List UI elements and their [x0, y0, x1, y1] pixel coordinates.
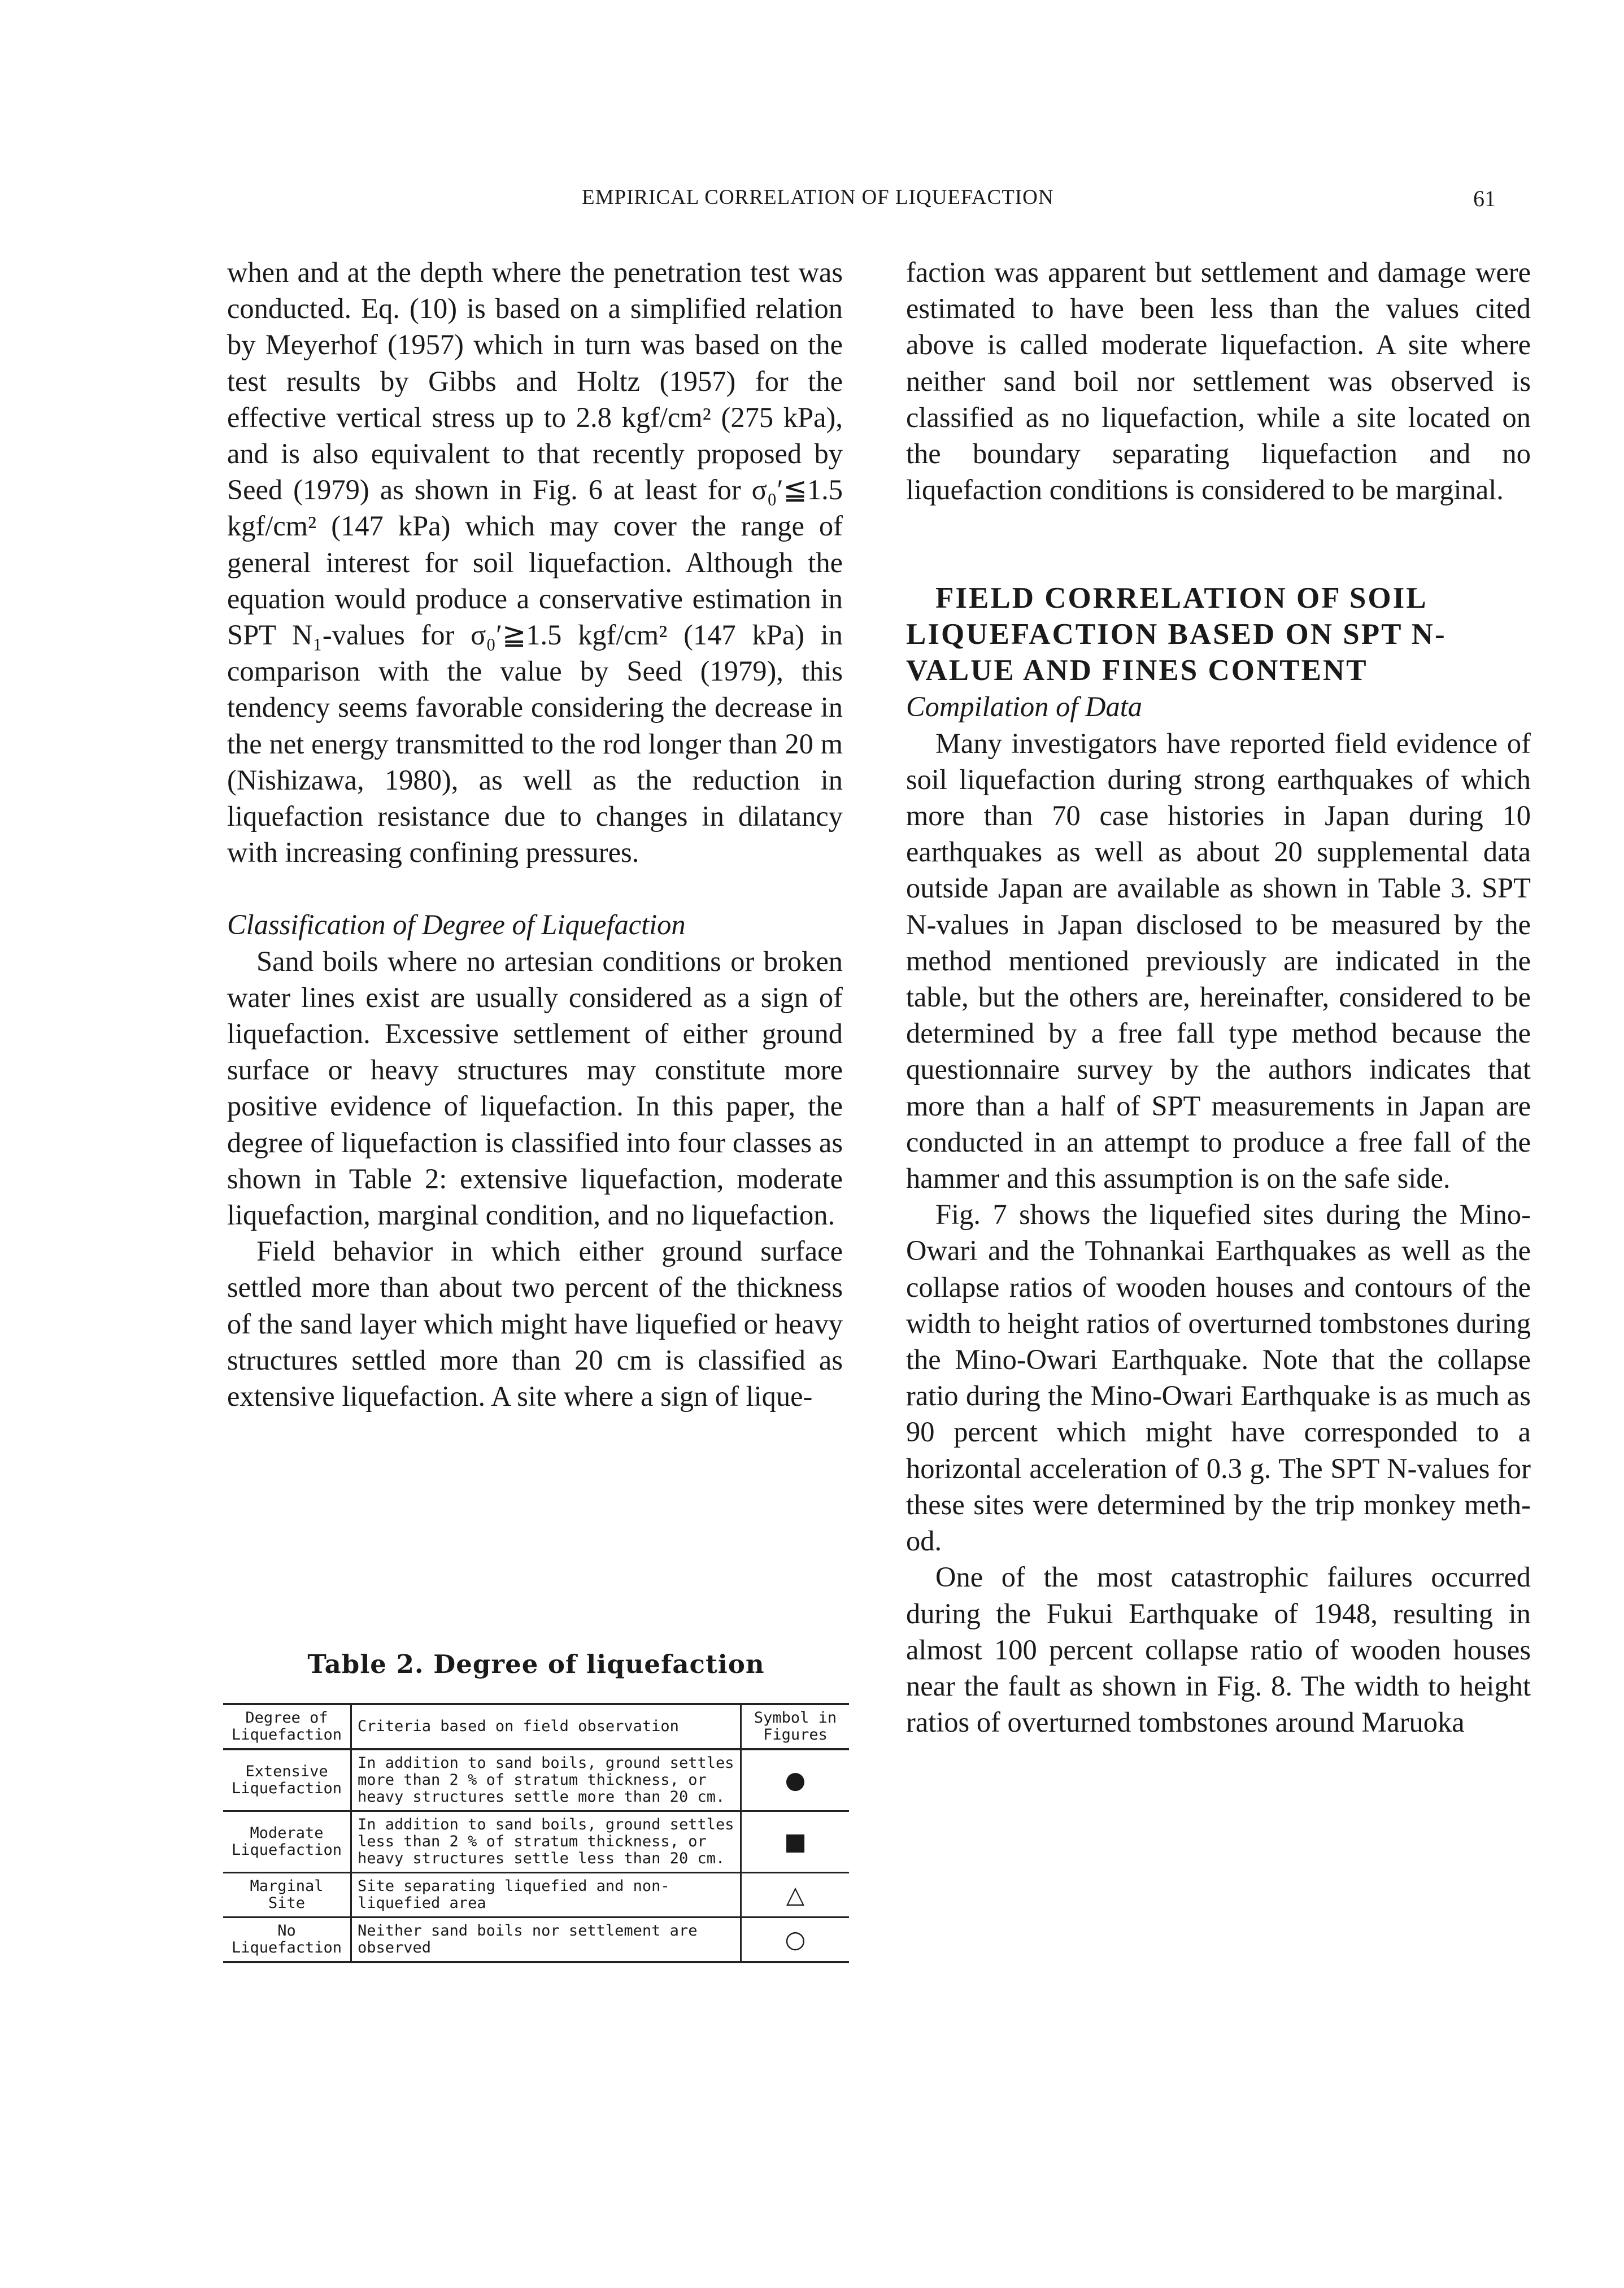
- table-row: [223, 1873, 849, 1917]
- table-row: [223, 1917, 849, 1963]
- degree-cell: Extensive Liquefaction: [223, 1749, 351, 1811]
- right-paragraph-4: One of the most catastrophic failures occurred during the Fukui Earthquake of 1948, resulting in almost 100 percent collapse ratio of wooden houses near the fault as shown in Fig. 8. The width to height ratios of overturned tombstones around Maruoka: [906, 1561, 1531, 1738]
- table-row: [223, 1749, 849, 1811]
- filled-square-icon: ■: [741, 1811, 850, 1873]
- criteria-cell: Neither sand boils nor settlement are observed: [351, 1917, 741, 1963]
- subsection-heading-compilation: Compilation of Data: [906, 691, 1143, 723]
- degree-table: [223, 1703, 849, 1963]
- running-head: EMPIRICAL CORRELATION OF LIQUEFACTION: [582, 186, 1054, 209]
- degree-cell: Moderate Liquefaction: [223, 1811, 351, 1873]
- left-column: [227, 254, 843, 1414]
- page-header: [0, 185, 1624, 219]
- degree-cell: No Liquefaction: [223, 1917, 351, 1963]
- table-header-row: [223, 1704, 849, 1749]
- degree-cell: Marginal Site: [223, 1873, 351, 1917]
- header-symbol: Symbol in Figures: [741, 1704, 850, 1749]
- open-triangle-icon: △: [741, 1873, 850, 1917]
- left-paragraph-3: Field behavior in which either ground surface settled more than about two percent of the thickness of the sand layer which might have liquefied or heavy structures settled more than 20 cm is classified as extensive liquefaction. A site where a sign of lique-: [227, 1235, 843, 1413]
- right-paragraph-2: Many investigators have reported field evidence of soil liquefaction during strong earthquakes of which more than 70 case histories in Japan during 10 earthquakes as well as about 20 supplemental data outside Japan are available as shown in Table 3. SPT N-values in Japan disclosed to be measured by the method mentioned previously are indicated in the table, but the others are, hereinafter, considered to be determined by a free fall type method because the questionnaire survey by the authors indicates that more than a half of SPT measurements in Japan are conducted in an attempt to produce a free fall of the hammer and this assumption is on the safe side.: [906, 727, 1531, 1195]
- criteria-cell: In addition to sand boils, ground settles more than 2 % of stratum thickness, or heavy structures settle more than 20 cm.: [351, 1749, 741, 1811]
- header-criteria: Criteria based on field observation: [351, 1704, 741, 1749]
- criteria-cell: Site separating liquefied and non-liquefied area: [351, 1873, 741, 1917]
- filled-circle-icon: ●: [741, 1749, 850, 1811]
- section-heading-field-correlation: FIELD CORRELATION OF SOIL LIQUEFACTION BASED ON SPT N-VALUE AND FINES CONTENT: [906, 582, 1447, 687]
- right-column: [906, 254, 1531, 1740]
- page-number: 61: [1473, 186, 1496, 211]
- table-caption: Table 2. Degree of liquefaction: [307, 1649, 765, 1679]
- header-degree: Degree of Liquefaction: [223, 1704, 351, 1749]
- open-circle-icon: ○: [741, 1917, 850, 1963]
- criteria-cell: In addition to sand boils, ground settles less than 2 % of stratum thickness, or heavy structures settle less than 20 cm.: [351, 1811, 741, 1873]
- table-2: [223, 1649, 849, 1963]
- left-paragraph-1: when and at the depth where the penetration test was conducted. Eq. (10) is based on a simplified relation by Meyerhof (1957) which in turn was based on the test results by Gibbs and Holtz (1957) for the effective vertical stress up to 2.8 kgf/cm² (275 kPa), and is also equivalent to that recently proposed by Seed (1979) as shown in Fig. 6 at least for σ₀′≦1.5 kgf/cm² (147 kPa) which may cover the range of general interest for soil liquefaction. Although the equation would produce a conservative estimation in SPT N₁-values for σ₀′≧1.5 kgf/cm² (147 kPa) in comparison with the value by Seed (1979), this tendency seems favorable considering the decrease in the net energy transmitted to the rod longer than 20 m (Nishizawa, 1980), as well as the reduction in liquefaction resistance due to changes in dilatancy with increasing confining pressures.: [227, 256, 843, 869]
- table-row: [223, 1811, 849, 1873]
- subsection-heading-classification: Classification of Degree of Liquefaction: [227, 909, 686, 941]
- right-paragraph-3: Fig. 7 shows the liquefied sites during the Mino-Owari and the Tohnankai Earthquakes as well as the collapse ratios of wooden houses and contours of the width to height ratios of overturned tombstones during the Mino-Owari Earthquake. Note that the collapse ratio during the Mino-Owari Earthquake is as much as 90 percent which might have corresponded to a horizontal acceleration of 0.3 g. The SPT N-values for these sites were determined by the trip monkey method.: [906, 1199, 1531, 1557]
- right-paragraph-1: faction was apparent but settlement and damage were estimated to have been less than the values cited above is called moderate liquefaction. A site where neither sand boil nor settlement was observed is classified as no liquefaction, while a site located on the boundary separating liquefaction and no liquefaction conditions is considered to be marginal.: [906, 256, 1531, 506]
- left-paragraph-2: Sand boils where no artesian conditions or broken water lines exist are usually considered as a sign of liquefaction. Excessive settlement of either ground surface or heavy structures may constitute more positive evidence of liquefaction. In this paper, the degree of liquefaction is classified into four classes as shown in Table 2: extensive liquefaction, moderate liquefaction, marginal condition, and no liquefaction.: [227, 945, 843, 1231]
